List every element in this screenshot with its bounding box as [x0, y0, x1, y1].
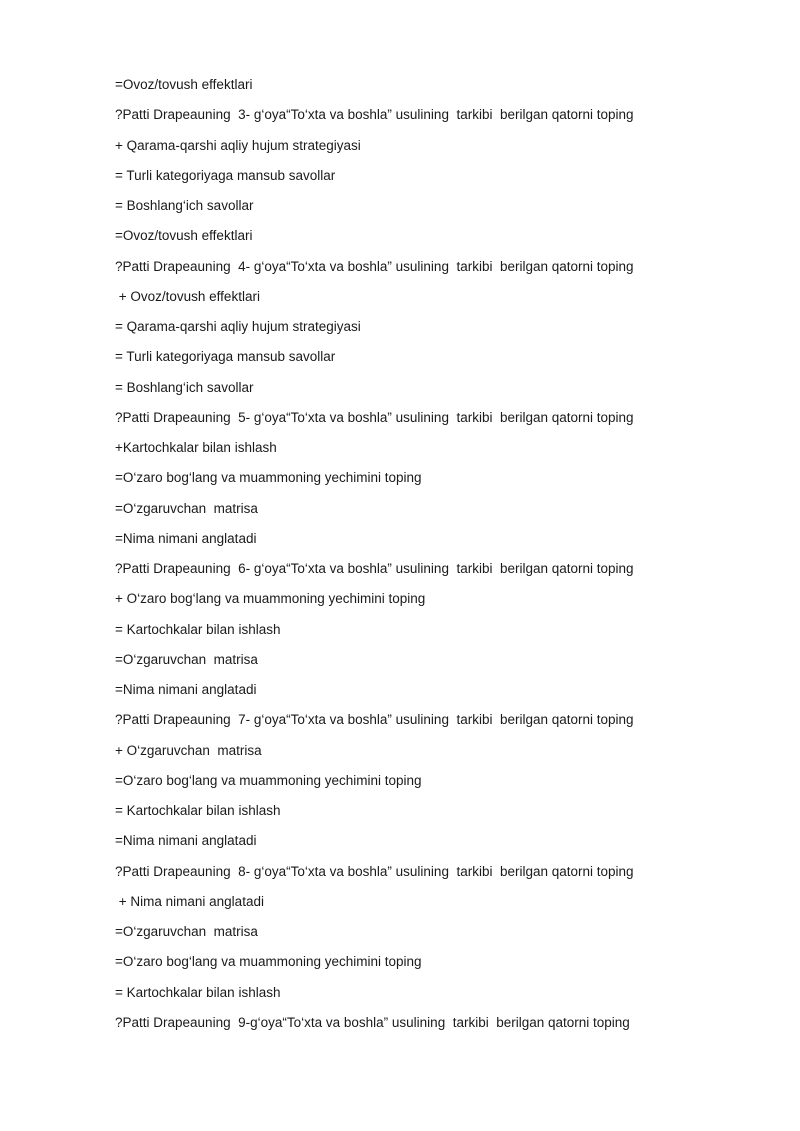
question-line: ?Patti Drapeauning 8- g‘oya“To‘xta va boshla” usulining tarkibi berilgan qatorni toping — [115, 863, 634, 879]
question-line: ?Patti Drapeauning 7- g‘oya“To‘xta va boshla” usulining tarkibi berilgan qatorni toping — [115, 712, 634, 728]
correct-answer-line: + Ovoz/tovush effektlari — [115, 288, 260, 304]
answer-option-line: =O‘zgaruvchan matrisa — [115, 924, 258, 939]
question-line: ?Patti Drapeauning 6- g‘oya“To‘xta va boshla” usulining tarkibi berilgan qatorni toping — [115, 561, 634, 576]
answer-option-line: = Qarama-qarshi aqliy hujum strategiyasi — [115, 319, 361, 334]
answer-option-line: = Boshlang‘ich savollar — [115, 379, 254, 395]
answer-option-line: =O‘zaro bog‘lang va muammoning yechimini toping — [115, 772, 422, 788]
question-line: ?Patti Drapeauning 4- g‘oya“To‘xta va boshla” usulining tarkibi berilgan qatorni toping — [115, 258, 634, 274]
question-line: ?Patti Drapeauning 9-g‘oya“To‘xta va boshla” usulining tarkibi berilgan qatorni toping — [115, 1014, 630, 1030]
correct-answer-line: + O‘zgaruvchan matrisa — [115, 742, 262, 758]
answer-option-line: =Nima nimani anglatadi — [115, 682, 257, 697]
question-line: ?Patti Drapeauning 5- g‘oya“To‘xta va boshla” usulining tarkibi berilgan qatorni toping — [115, 409, 634, 425]
answer-option-line: =O‘zgaruvchan matrisa — [115, 651, 258, 667]
answer-option-line: =O‘zaro bog‘lang va muammoning yechimini toping — [115, 470, 422, 486]
correct-answer-line: + O‘zaro bog‘lang va muammoning yechimini toping — [115, 591, 426, 607]
correct-answer-line: + Nima nimani anglatadi — [115, 893, 264, 909]
answer-option-line: =O‘zaro bog‘lang va muammoning yechimini toping — [115, 954, 422, 970]
question-line: ?Patti Drapeauning 3- g‘oya“To‘xta va boshla” usulining tarkibi berilgan qatorni toping — [115, 107, 634, 123]
answer-option-line: =Ovoz/tovush effektlari — [115, 77, 253, 92]
answer-option-line: = Boshlang‘ich savollar — [115, 198, 254, 213]
question-list — [115, 75, 775, 1043]
answer-option-line: =O‘zgaruvchan matrisa — [115, 500, 258, 516]
answer-option-line: = Kartochkalar bilan ishlash — [115, 621, 281, 637]
correct-answer-line: +Kartochkalar bilan ishlash — [115, 440, 277, 455]
answer-option-line: = Kartochkalar bilan ishlash — [115, 984, 281, 1000]
answer-option-line: =Nima nimani anglatadi — [115, 530, 257, 546]
answer-option-line: = Kartochkalar bilan ishlash — [115, 803, 281, 818]
answer-option-line: =Ovoz/tovush effektlari — [115, 228, 253, 244]
answer-option-line: = Turli kategoriyaga mansub savollar — [115, 167, 336, 183]
answer-option-line: =Nima nimani anglatadi — [115, 833, 257, 849]
correct-answer-line: + Qarama-qarshi aqliy hujum strategiyasi — [115, 137, 361, 153]
answer-option-line: = Turli kategoriyaga mansub savollar — [115, 349, 336, 365]
